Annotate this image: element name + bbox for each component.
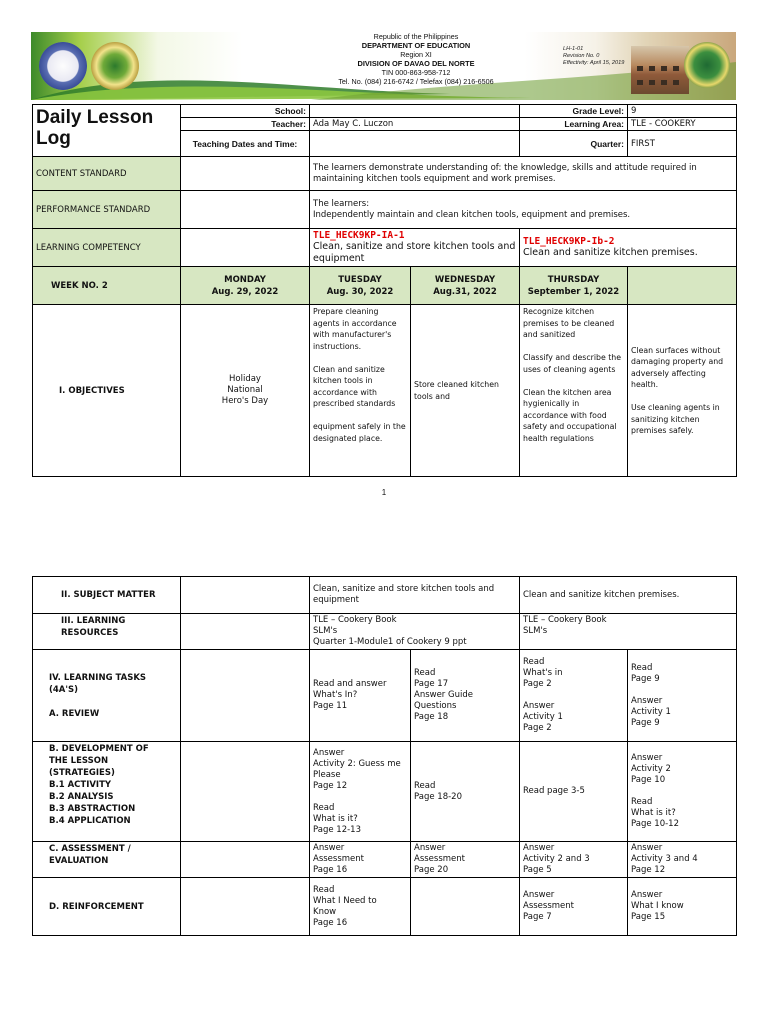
development-thursday: Read page 3-5 — [520, 742, 628, 842]
review-tuesday: Read and answer What's In? Page 11 — [310, 650, 411, 742]
competency-1-code: TLE_HECK9KP-IA-1 — [313, 230, 405, 241]
deped-header-banner — [31, 32, 736, 100]
day-header-monday — [181, 267, 310, 305]
competency-1-text: Clean, sanitize and store kitchen tools and equipment — [313, 241, 516, 264]
learning-resources-label: III. LEARNING RESOURCES — [33, 614, 181, 650]
grade-level-value: 9 — [628, 105, 737, 118]
header-line-division: DIVISION OF DAVAO DEL NORTE — [357, 59, 475, 68]
review-thursday: Read What's in Page 2 Answer Activity 1 Page 2 — [520, 650, 628, 742]
review-friday: Read Page 9 Answer Activity 1 Page 9 — [628, 650, 737, 742]
doc-code: LH-1-01 — [563, 46, 584, 52]
day-date: Aug.31, 2022 — [433, 286, 497, 297]
day-header-tuesday — [310, 267, 411, 305]
header-line-tel: Tel. No. (084) 216-6742 / Telefax (084) 216-6506 — [338, 77, 494, 86]
subject-matter-label: II. SUBJECT MATTER — [33, 577, 181, 614]
content-standard-label: CONTENT STANDARD — [33, 157, 181, 191]
quarter-label: Quarter: — [520, 131, 628, 157]
doc-revision: Revision No. 0 — [563, 53, 600, 59]
grade-level-label: Grade Level: — [520, 105, 628, 118]
day-header-empty — [628, 267, 737, 305]
daily-lesson-log-table-page2 — [32, 576, 737, 936]
header-line-deped: DEPARTMENT OF EDUCATION — [361, 41, 471, 50]
reinforcement-label: D. REINFORCEMENT — [33, 878, 181, 936]
day-name: THURSDAY — [547, 274, 600, 285]
performance-standard-text: The learners: Independently maintain and clean kitchen tools, equipment and premises. — [310, 191, 737, 229]
teacher-label: Teacher: — [181, 118, 310, 131]
objectives-thursday: Recognize kitchen premises to be cleaned and sanitized Classify and describe the uses of cleaning agents Clean the kitchen area hygienically in accordance with food safety and occupational health regulations — [520, 305, 628, 477]
page-title: Daily Lesson Log — [33, 105, 181, 157]
assessment-thursday: Answer Activity 2 and 3 Page 5 — [520, 842, 628, 878]
reinforcement-thursday: Answer Assessment Page 7 — [520, 878, 628, 936]
header-line-republic: Republic of the Philippines — [373, 32, 459, 41]
document-control-info — [563, 46, 624, 67]
subject-matter-week1: Clean, sanitize and store kitchen tools and equipment — [310, 577, 520, 614]
teacher-value: Ada May C. Luczon — [310, 118, 520, 131]
reinforcement-friday: Answer What I know Page 15 — [628, 878, 737, 936]
objectives-wednesday: Store cleaned kitchen tools and — [411, 305, 520, 477]
learning-tasks-review-label: IV. LEARNING TASKS (4A'S) A. REVIEW — [33, 650, 181, 742]
doc-effectivity: Effectivity: April 15, 2019 — [563, 60, 625, 66]
header-line-tin: TIN 000-863-958-712 — [381, 68, 451, 77]
school-value — [310, 105, 520, 118]
performance-standard-label: PERFORMANCE STANDARD — [33, 191, 181, 229]
subject-matter-week2: Clean and sanitize kitchen premises. — [520, 577, 737, 614]
objectives-monday: Holiday National Hero's Day — [181, 305, 310, 477]
assessment-friday: Answer Activity 3 and 4 Page 12 — [628, 842, 737, 878]
school-building-photo — [631, 46, 689, 94]
objectives-friday: Clean surfaces without damaging property and adversely affecting health. Use cleaning agents in sanitizing kitchen premises safely. — [628, 305, 737, 477]
day-date: September 1, 2022 — [527, 286, 620, 297]
daily-lesson-log-table-page1 — [32, 104, 737, 477]
objectives-tuesday: Prepare cleaning agents in accordance with manufacturer's instructions. Clean and sanitize kitchen tools in accordance with prescribed standards equipment safely in the designated place. — [310, 305, 411, 477]
division-seal-logo — [91, 42, 139, 90]
competency-2-code: TLE_HECK9KP-Ib-2 — [523, 236, 615, 247]
development-wednesday: Read Page 18-20 — [411, 742, 520, 842]
day-name: WEDNESDAY — [434, 274, 496, 285]
objectives-label: I. OBJECTIVES — [33, 305, 181, 477]
teaching-dates-label: Teaching Dates and Time: — [181, 131, 310, 157]
assessment-label: C. ASSESSMENT / EVALUATION — [33, 842, 181, 878]
day-header-thursday — [520, 267, 628, 305]
header-line-region: Region XI — [400, 50, 432, 59]
quarter-value: FIRST — [628, 131, 737, 157]
header-text — [271, 32, 561, 86]
page-number: 1 — [381, 488, 387, 497]
development-tuesday: Answer Activity 2: Guess me Please Page 12 Read What is it? Page 12-13 — [310, 742, 411, 842]
week-number: WEEK NO. 2 — [33, 267, 181, 305]
school-seal-logo — [684, 42, 730, 88]
competency-2-cell — [520, 229, 737, 267]
review-wednesday: Read Page 17 Answer Guide Questions Page 18 — [411, 650, 520, 742]
day-header-wednesday — [411, 267, 520, 305]
reinforcement-wednesday — [411, 878, 520, 936]
day-date: Aug. 29, 2022 — [211, 286, 279, 297]
competency-2-text: Clean and sanitize kitchen premises. — [523, 247, 698, 258]
assessment-tuesday: Answer Assessment Page 16 — [310, 842, 411, 878]
deped-seal-logo — [39, 42, 87, 90]
teaching-dates-value — [310, 131, 520, 157]
learning-resources-week1: TLE – Cookery Book SLM's Quarter 1-Module1 of Cookery 9 ppt — [310, 614, 520, 650]
day-date: Aug. 30, 2022 — [326, 286, 394, 297]
assessment-wednesday: Answer Assessment Page 20 — [411, 842, 520, 878]
learning-area-label: Learning Area: — [520, 118, 628, 131]
learning-competency-label: LEARNING COMPETENCY — [33, 229, 181, 267]
learning-resources-week2: TLE – Cookery Book SLM's — [520, 614, 737, 650]
content-standard-text: The learners demonstrate understanding of: the knowledge, skills and attitude required in maintaining kitchen tools equipment and work premises. — [310, 157, 737, 191]
development-friday: Answer Activity 2 Page 10 Read What is it? Page 10-12 — [628, 742, 737, 842]
day-name: TUESDAY — [338, 274, 382, 285]
development-label: B. DEVELOPMENT OF THE LESSON (STRATEGIES) B.1 ACTIVITY B.2 ANALYSIS B.3 ABSTRACTION B.4 APPLICATION — [33, 742, 181, 842]
school-label: School: — [181, 105, 310, 118]
competency-1-cell — [310, 229, 520, 267]
reinforcement-tuesday: Read What I Need to Know Page 16 — [310, 878, 411, 936]
learning-area-value: TLE - COOKERY — [628, 118, 737, 131]
day-name: MONDAY — [224, 274, 266, 285]
